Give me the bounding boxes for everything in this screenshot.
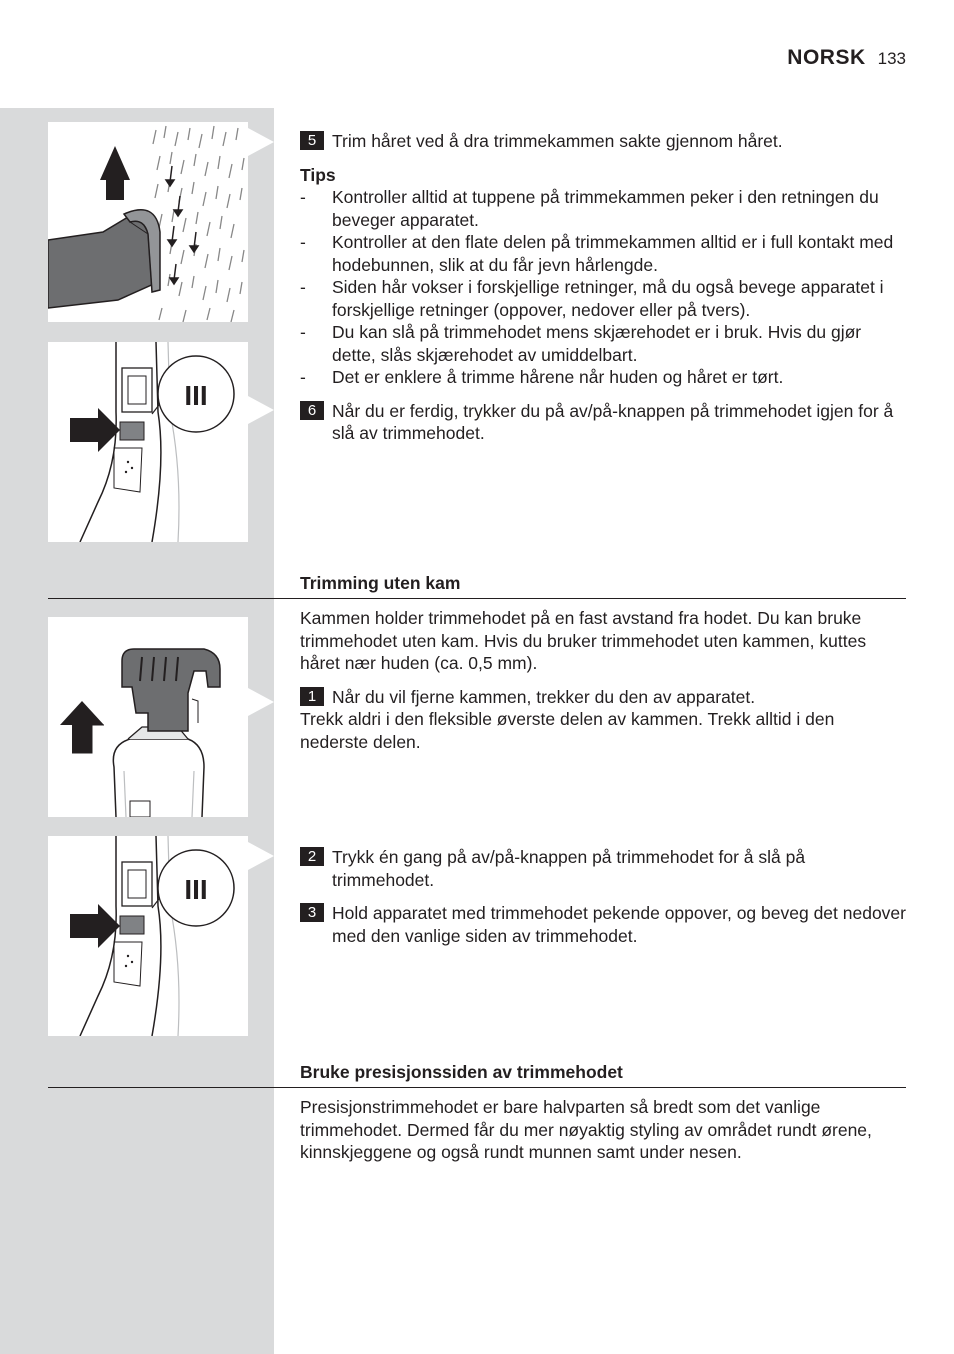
step-number: 5 bbox=[300, 131, 324, 150]
step-text: Trim håret ved å dra trimmekammen sakte gjennom håret. bbox=[332, 131, 783, 151]
section-divider bbox=[48, 598, 906, 599]
step-2 bbox=[300, 846, 906, 891]
language-label: NORSK bbox=[787, 46, 866, 69]
step-text: Når du vil fjerne kammen, trekker du den av apparatet. bbox=[332, 686, 756, 707]
power-button-illustration bbox=[48, 342, 248, 542]
block-trim-steps bbox=[300, 130, 906, 445]
figure-comb-in-hair bbox=[48, 122, 248, 322]
tips-heading: Tips bbox=[300, 164, 336, 185]
figure-remove-comb bbox=[48, 617, 248, 817]
figure-pointer bbox=[248, 842, 274, 870]
step-number: 2 bbox=[300, 847, 324, 866]
step-number: 6 bbox=[300, 401, 324, 420]
step-number: 3 bbox=[300, 903, 324, 922]
step-3 bbox=[300, 902, 906, 947]
section3-intro-block bbox=[300, 1096, 906, 1164]
page-header bbox=[787, 46, 906, 76]
step-1 bbox=[300, 686, 906, 709]
step-1-note: Trekk aldri i den fleksible øverste delen av kammen. Trekk alltid i den nederste delen. bbox=[300, 709, 835, 752]
section2-intro-block bbox=[300, 607, 906, 753]
step-5 bbox=[300, 130, 906, 153]
figure-power-button-2 bbox=[48, 836, 248, 1036]
tip-item: - Det er enklere å trimme hårene når huden og håret er tørt. bbox=[300, 367, 784, 387]
remove-comb-illustration bbox=[48, 617, 248, 817]
figure-power-button bbox=[48, 342, 248, 542]
step-number: 1 bbox=[300, 687, 324, 706]
figure-pointer bbox=[248, 128, 274, 156]
tip-item: - Siden hår vokser i forskjellige retninger, må du også bevege apparatet i forskjellige retninger (oppover, nedover eller på tvers). bbox=[300, 277, 884, 320]
section-title-trimming-without-comb: Trimming uten kam bbox=[300, 573, 461, 593]
button-symbol: III bbox=[184, 874, 208, 905]
page-number: 133 bbox=[877, 49, 906, 68]
section-divider bbox=[48, 1087, 906, 1088]
figure-pointer bbox=[248, 396, 274, 424]
figure-pointer bbox=[248, 688, 274, 716]
comb-in-hair-illustration bbox=[48, 122, 248, 322]
section2-intro: Kammen holder trimmehodet på en fast avstand fra hodet. Du kan bruke trimmehodet uten kam. Hvis du bruker trimmehodet uten kammen, kuttes håret nær huden (ca. 0,5 mm). bbox=[300, 608, 867, 673]
section2-steps-block bbox=[300, 846, 906, 947]
step-6 bbox=[300, 400, 906, 445]
step-text: Hold apparatet med trimmehodet pekende oppover, og beveg det nedover med den vanlige siden av trimmehodet. bbox=[332, 903, 906, 946]
tip-item: - Kontroller at den flate delen på trimmekammen alltid er i full kontakt med hodebunnen, slik at du får jevn hårlengde. bbox=[300, 232, 894, 275]
button-symbol: III bbox=[184, 380, 208, 411]
tip-item: - Du kan slå på trimmehodet mens skjærehodet er i bruk. Hvis du gjør dette, slås skjærehodet av umiddelbart. bbox=[300, 322, 862, 365]
tip-item: - Kontroller alltid at tuppene på trimmekammen peker i den retningen du beveger apparatet. bbox=[300, 187, 879, 230]
section3-intro: Presisjonstrimmehodet er bare halvparten så bredt som det vanlige trimmehodet. Dermed får du mer nøyaktig styling av området rundt ørene, kinnskjeggene og også rundt munnen samt under nesen. bbox=[300, 1097, 872, 1162]
step-text: Trykk én gang på av/på-knappen på trimmehodet for å slå på trimmehodet. bbox=[332, 847, 806, 890]
power-button-illustration-2 bbox=[48, 836, 248, 1036]
step-text: Når du er ferdig, trykker du på av/på-knappen på trimmehodet igjen for å slå av trimmehodet. bbox=[332, 400, 894, 443]
section-title-precision-side: Bruke presisjonssiden av trimmehodet bbox=[300, 1062, 623, 1082]
